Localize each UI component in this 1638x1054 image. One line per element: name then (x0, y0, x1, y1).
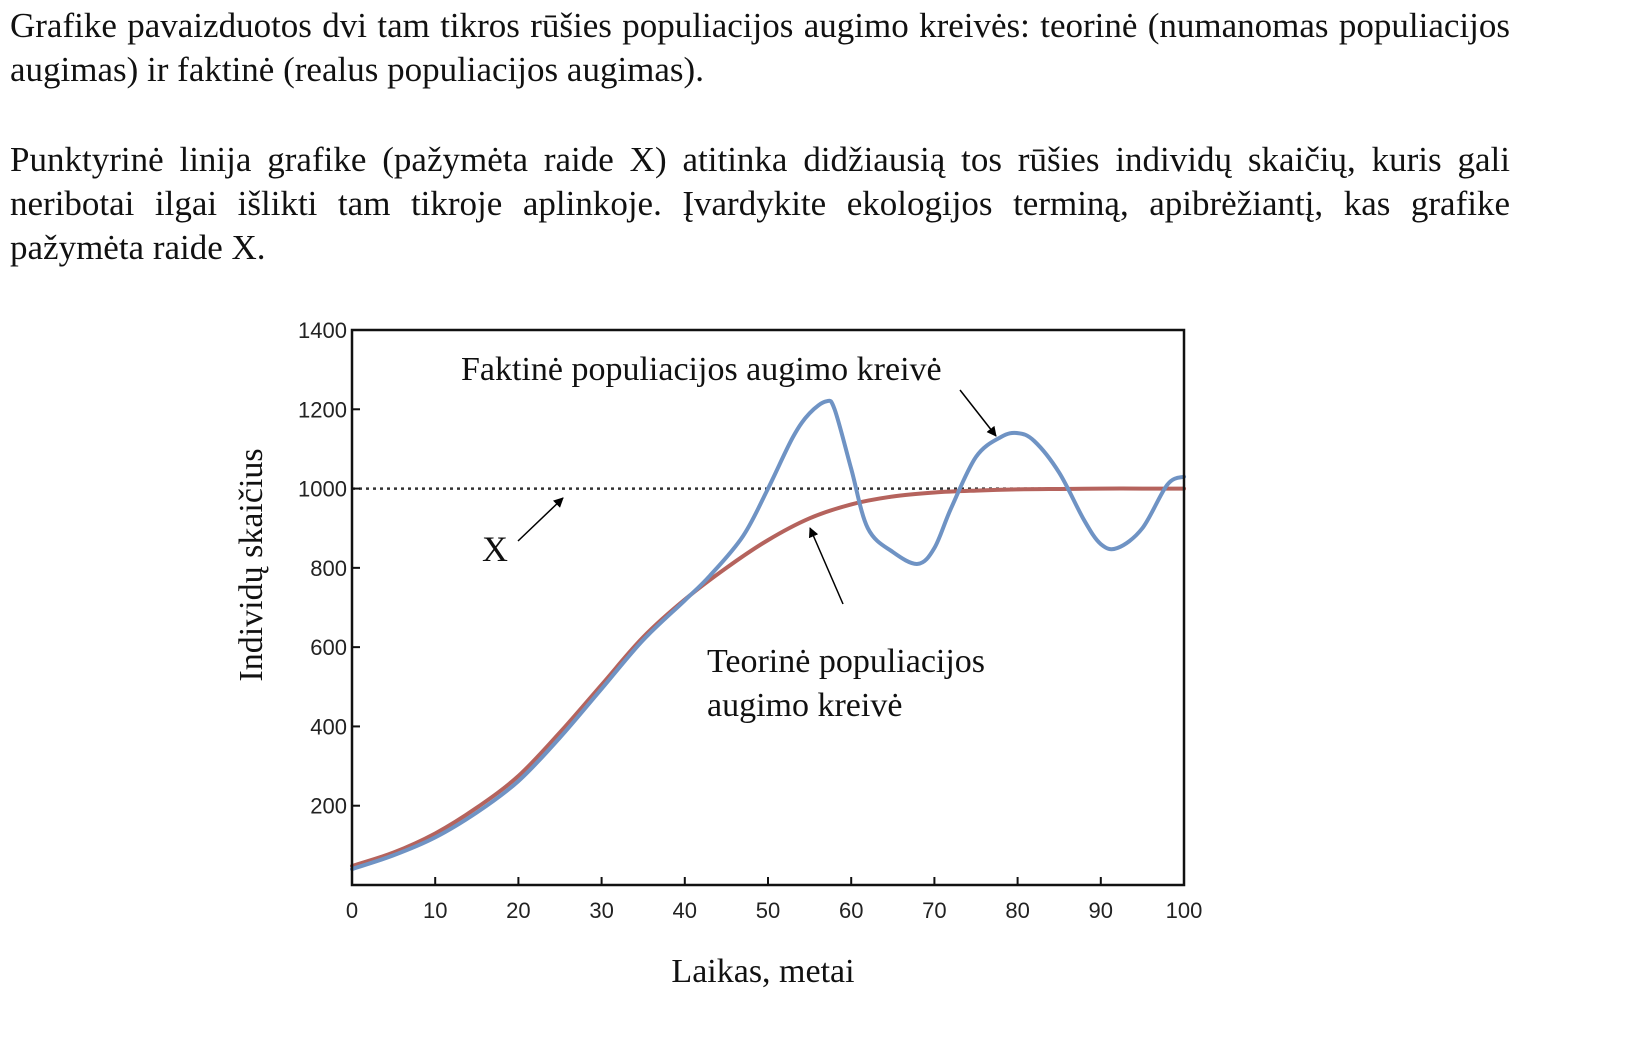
x-tick-label: 60 (838, 898, 864, 923)
arrow-actual-curve (960, 390, 996, 436)
x-tick-label: 100 (1165, 898, 1203, 923)
x-tick-label: 40 (672, 898, 698, 923)
y-tick-label: 200 (310, 793, 347, 819)
plot-frame (352, 330, 1184, 885)
x-tick-label: 50 (755, 898, 781, 923)
arrow-x (518, 498, 563, 541)
x-tick-label: 20 (506, 898, 531, 923)
x-tick-label: 30 (589, 898, 614, 923)
question-paragraph-2: Punktyrinė linija grafike (pažymėta raide X) atitinka didžiausią tos rūšies individų skaičių, kuris gali neribotai ilgai išlikti tam tikroje aplinkoje. Įvardykite ekologijos terminą, apibrėžiantį, kas grafike pažymėta raide X. (10, 140, 1510, 267)
y-tick-label: 1400 (298, 318, 347, 343)
y-tick-label: 400 (310, 714, 347, 740)
arrow-theoretical-curve (810, 528, 843, 604)
annotation-x-label: X (482, 529, 508, 569)
annotation-theoretical-curve-line1: Teorinė populiacijos (707, 643, 986, 680)
y-tick-label: 1000 (298, 476, 347, 502)
actual-growth-curve (352, 401, 1184, 869)
x-tick-label: 10 (422, 898, 448, 923)
annotation-theoretical-curve-line2: augimo kreivė (707, 687, 903, 724)
y-tick-label: 600 (310, 635, 347, 661)
x-tick-label: 80 (1005, 898, 1030, 923)
y-axis-label: Individų skaičius (233, 448, 270, 682)
annotation-actual-curve: Faktinė populiacijos augimo kreivė (461, 351, 942, 388)
x-tick-label: 70 (922, 898, 947, 923)
question-paragraph-1: Grafike pavaizduotos dvi tam tikros rūšies populiacijos augimo kreivės: teorinė (numanomas populiacijos augimas) ir faktinė (realus populiacijos augimas). (10, 6, 1510, 89)
y-tick-label: 800 (310, 555, 347, 581)
x-tick-label: 90 (1088, 898, 1114, 923)
y-tick-label: 1200 (298, 397, 347, 423)
x-axis-label: Laikas, metai (671, 953, 855, 990)
x-tick-label: 0 (345, 898, 359, 923)
